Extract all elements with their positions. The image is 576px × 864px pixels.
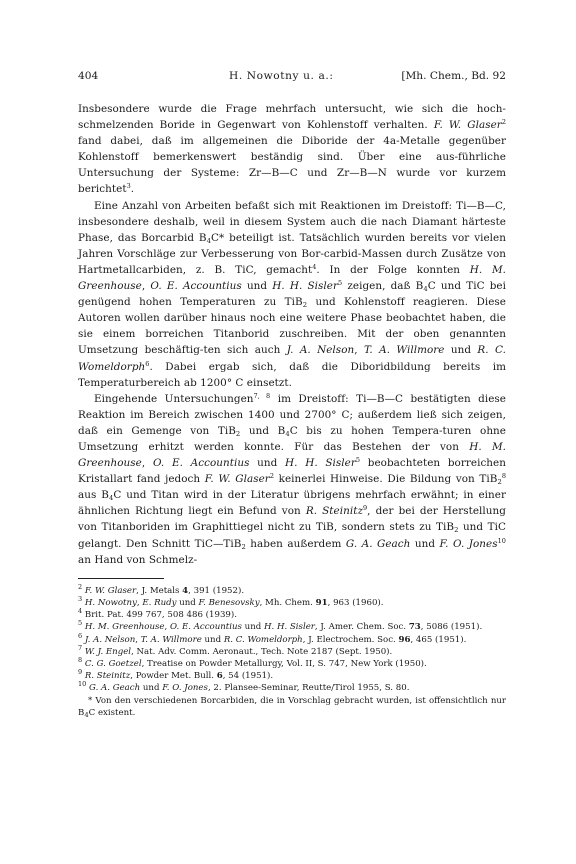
footnote-6: $^6$ J. A. Nelson, T. A. Willmore und R. C. Womeldorph, J. Electrochem. Soc. 96, 465 (1951). <box>78 631 467 645</box>
footnotes <box>78 582 506 719</box>
page <box>78 70 506 719</box>
footnote-7: $^7$ W. J. Engel, Nat. Adv. Comm. Aeronaut., Tech. Note 2187 (Sept. 1950). <box>78 643 393 657</box>
footnote-star: * Von den verschiedenen Borcarbiden, die in Vorschlag gebracht wurden, ist offensichtlich nur $B_4C$ existent. <box>78 695 506 719</box>
footnote-9: $^9$ R. Steinitz, Powder Met. Bull. 6, 54 (1951). <box>78 668 274 682</box>
paragraph-1: Insbesondere wurde die Frage mehrfach untersucht, wie sich die hoch-schmelzenden Boride in Gegenwart von Kohlenstoff verhalten. F. W. Glaser$^2$ fand dabei, daß im allgemeinen die Diboride der 4a-Metalle gegenüber Kohlenstoff bemerkenswert beständig sind. Über eine aus-führliche Untersuchung der Systeme: Zr—B—C und Zr—B—N wurde vor kurzem berichtet$^3$. <box>78 103 507 196</box>
running-header-journal: [Mh. Chem., Bd. 92 <box>401 70 506 82</box>
footnote-5: $^5$ H. M. Greenhouse, O. E. Accountius und H. H. Sisler, J. Amer. Chem. Soc. 73, 5086 (1951). <box>78 619 483 633</box>
footnote-3: $^3$ H. Nowotny, E. Rudy und F. Benesovsky, Mh. Chem. 91, 963 (1960). <box>78 594 384 608</box>
footnote-separator <box>78 578 164 579</box>
main-text <box>78 101 506 568</box>
paragraph-3: Eingehende Untersuchungen$^{7, 8}$ im Dreistoff: Ti—B—C bestätigten diese Reaktion im Bereich zwischen 1400 und 2700° C; außerdem ließ sich zeigen, daß ein Gemenge von TiB$_2$ und $B_4C$ bis zu hohen Tempera-turen ohne Umsetzung erhitzt werden konnte. Für das Bestehen der von H. M. Greenhouse, O. E. Accountius und H. H. Sisler$^5$ beobachteten borreichen Kristallart fand jedoch F. W. Glaser$^2$ keinerlei Hinweise. Die Bildung von TiB$_2^8$ aus $B_4C$ und Titan wird in der Literatur übrigens mehrfach erwähnt; in einer ähnlichen Richtung liegt ein Befund von R. Steinitz$^9$, der bei der Herstellung von Titanboriden im Graphittiegel nicht zu TiB, sondern stets zu TiB$_2$ und TiC gelangt. Den Schnitt TiC—TiB$_2$ haben außerdem G. A. Geach und F. O. Jones$^{10}$ an Hand von Schmelz- <box>78 391 506 566</box>
running-header-authors: H. Nowotny u. a.: <box>229 70 334 82</box>
footnote-4: $^4$ Brit. Pat. 499 767, 508 486 (1939). <box>78 607 237 621</box>
paragraph-2: Eine Anzahl von Arbeiten befaßt sich mit Reaktionen im Dreistoff: Ti—B—C, insbesondere deshalb, weil in diesem System auch die nach Diamant härteste Phase, das Borcarbid $B_4C*$ beteiligt ist. Tatsächlich wurden bereits vor vielen Jahren Vorschläge zur Verbesserung von Bor-carbid-Massen durch Zusätze von Hartmetallcarbiden, z. B. TiC, gemacht$^4$. In der Folge konnten H. M. Greenhouse, O. E. Accountius und H. H. Sisler$^5$ zeigen, daß $B_4C$ und TiC bei genügend hohen Temperaturen zu TiB$_2$ und Kohlenstoff reagieren. Diese Autoren wollen darüber hinaus noch eine weitere Phase beobachtet haben, die sie einem borreichen Titanborid zuschreiben. Mit der oben genannten Umsetzung beschäftig-ten sich auch J. A. Nelson, T. A. Willmore und R. C. Womeldorph$^6$. Dabei ergab sich, daß die Diboridbildung bereits im Temperaturbereich ab 1200° C einsetzt. <box>78 199 507 389</box>
running-header <box>78 70 506 88</box>
footnote-2: $^2$ F. W. Glaser, J. Metals 4, 391 (1952). <box>78 582 245 596</box>
page-number: 404 <box>78 70 99 82</box>
footnote-10: $^{10}$ G. A. Geach und F. O. Jones, 2. Plansee-Seminar, Reutte/Tirol 1955, S. 80. <box>78 680 410 694</box>
footnote-8: $^8$ C. G. Goetzel, Treatise on Powder Metallurgy, Vol. II, S. 747, New York (1950). <box>78 655 427 669</box>
